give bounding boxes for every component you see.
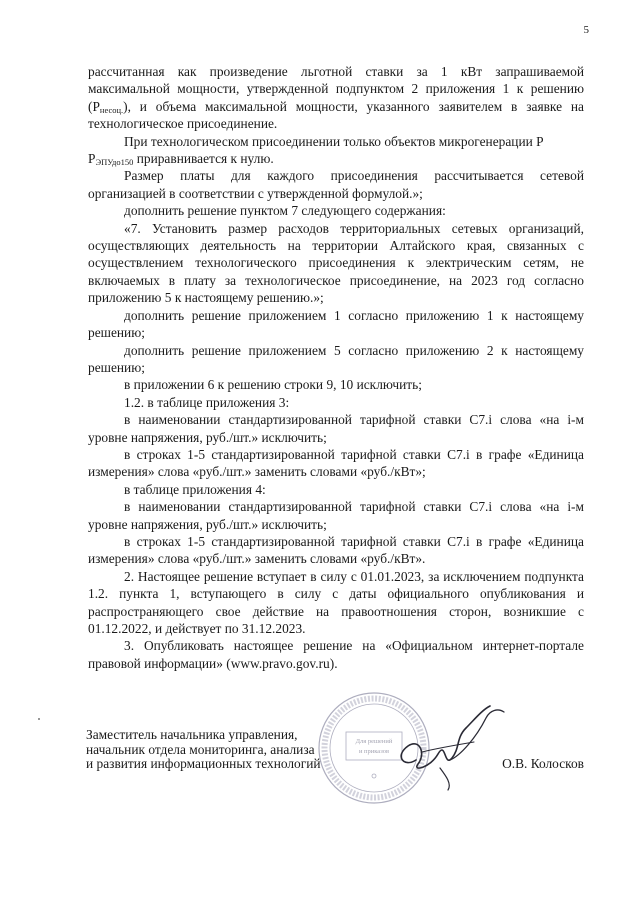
paragraph-add-appendix-1: дополнить решение приложением 1 согласно приложению 1 к настоящему решению; (88, 307, 584, 341)
paragraph-text: При технологическом присоединении только объектов микрогенерации Р (124, 133, 544, 149)
paragraph-rate-name-4: в наименовании стандартизированной тарифной ставки С7.i слова «на i-м уровне напряжения, руб./шт.» исключить; (88, 499, 584, 532)
paragraph-rows-4: в строках 1-5 стандартизированной тарифной ставки С7.i в графе «Единица измерения» слова «руб./шт.» заменить словами «руб./кВт». (88, 533, 584, 567)
paragraph-appendix-6: в приложении 6 к решению строки 9, 10 исключить; (124, 377, 422, 393)
paragraph-fee-size: Размер платы для каждого присоединения рассчитывается сетевой организацией в соответствии с утвержденной формулой.»; (88, 168, 584, 201)
document-body (88, 63, 584, 672)
subscript-nesots: несоц. (99, 104, 124, 115)
svg-text:Для решений: Для решений (355, 738, 393, 745)
paragraph-text: рассчитанная как произведение льготной ставки за 1 кВт запрашиваемой максимальной мощности, утвержденной подпунктом 2 приложения 1 к решению (Р (88, 64, 584, 114)
signature-block (86, 728, 586, 808)
position-line: Заместитель начальника управления, (86, 727, 298, 742)
paragraph-point-7: «7. Установить размер расходов территориальных сетевых организаций, осуществляющих деятельность на территории Алтайского края, связанных с осуществлением технологического присоединения к электрическим сетям, не включаемых в плату за технологическое присоединение, на 2023 год согласно приложению 5 к настоящему решению.»; (88, 220, 584, 306)
scan-speck (38, 718, 40, 720)
paragraph-text: ), и объема максимальной мощности, указанного заявителем в заявке на технологическое присоединение. (88, 98, 584, 132)
paragraph-formula-continuation (88, 63, 584, 133)
signatory-name: О.В. Колосков (502, 756, 584, 771)
svg-text:и приказов: и приказов (358, 748, 390, 755)
page-number: 5 (583, 24, 589, 36)
paragraph-microgeneration-cont: $Р_{ЭПУдо150}$ приравнивается к нулю. (88, 151, 274, 168)
paragraph-effective-date: 2. Настоящее решение вступает в силу с 01.01.2023, за исключением подпункта 1.2. пункта 1, вступающего в силу с даты официального опубликования и распространяющего свое действие на правоотношения сторон, возникшие с 01.12.2022, и действует по 31.12.2023. (88, 568, 584, 636)
paragraph-add-point-7: дополнить решение пунктом 7 следующего содержания: (124, 203, 446, 219)
paragraph-1-2: 1.2. в таблице приложения 3: (124, 394, 290, 410)
position-line: и развития информационных технологий (86, 756, 321, 771)
paragraph-microgeneration (88, 133, 584, 150)
handwritten-signature (386, 698, 516, 793)
signatory-position (86, 728, 321, 772)
paragraph-rate-name-3: в наименовании стандартизированной тарифной ставки С7.i слова «на i-м уровне напряжения, руб./шт.» исключить; (88, 412, 584, 445)
position-line: начальник отдела мониторинга, анализа (86, 741, 315, 757)
paragraph-add-appendix-5: дополнить решение приложением 5 согласно приложению 2 к настоящему решению; (88, 342, 584, 375)
paragraph-publish: 3. Опубликовать настоящее решение на «Официальном интернет-портале правовой информации» (www.pravo.gov.ru). (88, 638, 584, 671)
paragraph-rows-3: в строках 1-5 стандартизированной тарифной ставки С7.i в графе «Единица измерения» слова «руб./шт.» заменить словами «руб./кВт»; (88, 446, 584, 480)
paragraph-table-4: в таблице приложения 4: (124, 481, 266, 497)
subscript-epu: ЭПУдо150 (95, 157, 134, 168)
paragraph-text: приравнивается к нулю. (133, 151, 274, 167)
